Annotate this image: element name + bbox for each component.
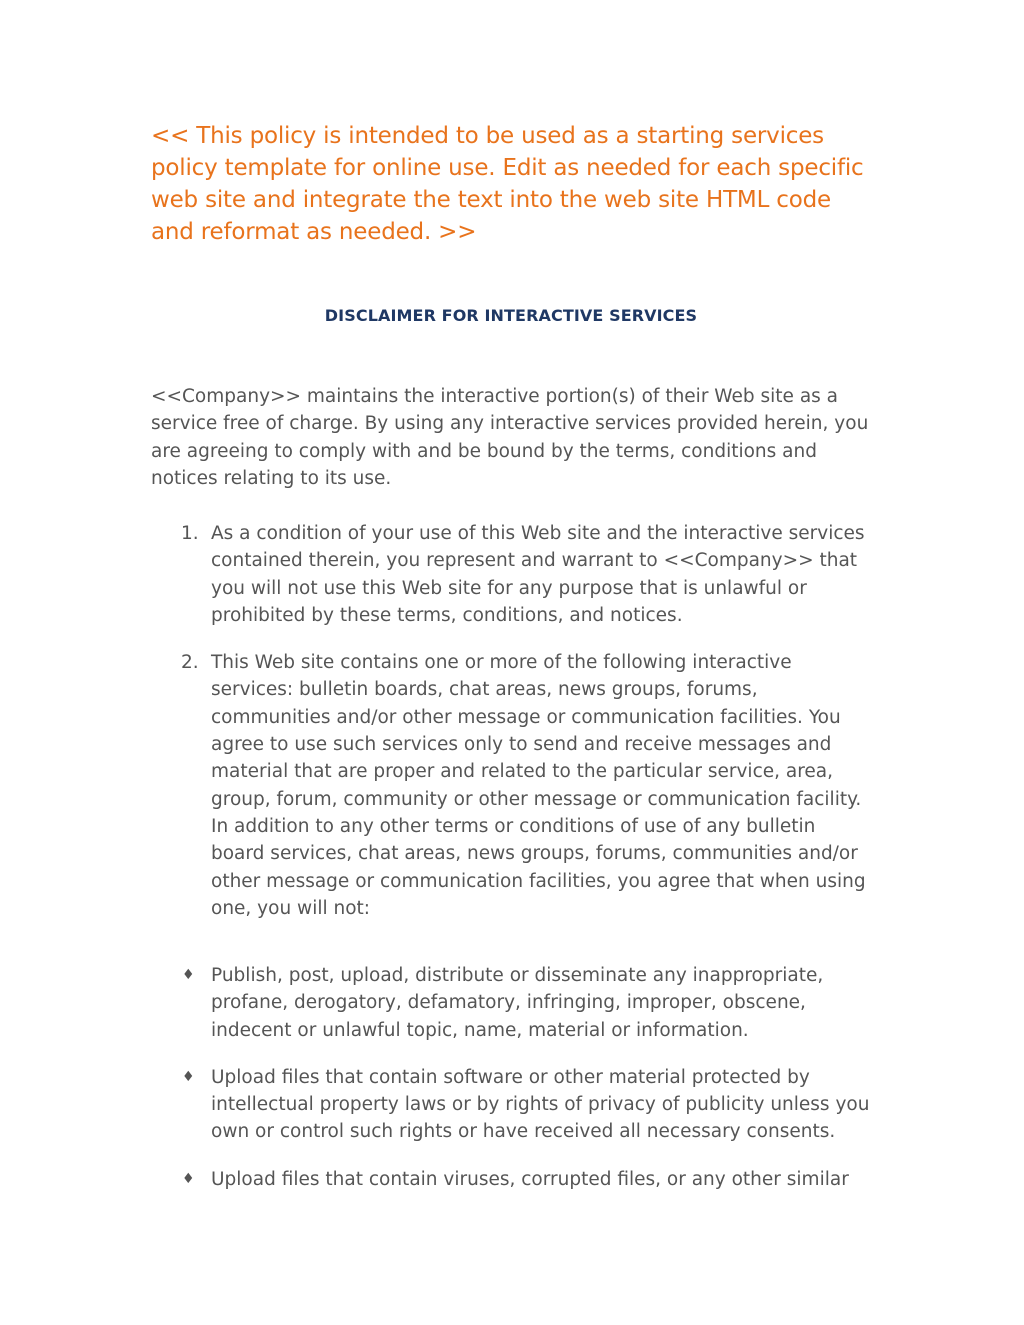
- document-page: [151, 120, 871, 1190]
- diamond-bullet-icon: ♦: [182, 1068, 195, 1085]
- diamond-bullet-icon: ♦: [182, 967, 195, 983]
- bullet-text: Upload files that contain software or other material protected by intellectual property laws or by rights of privacy of publicity unless you own or control such rights or have received all necessary consents.: [211, 1066, 870, 1143]
- intro-paragraph: <<Company>> maintains the interactive portion(s) of their Web site as a service free of charge. By using any interactive services provided herein, you are agreeing to comply with and be bound by the terms, conditions and notices relating to its use.: [151, 386, 869, 489]
- editor-note: << This policy is intended to be used as a starting services policy template for online use. Edit as needed for each specific web site and integrate the text into the web site HTML code and reformat as needed. >>: [151, 123, 864, 245]
- bullet-item: [151, 1166, 871, 1193]
- bullet-list: [151, 962, 871, 1213]
- item-number: 2.: [181, 652, 199, 674]
- item-text: This Web site contains one or more of the following interactive services: bulletin boards, chat areas, news groups, forums, communities and/or other message or communication facilities. You agree to use such services only to send and receive messages and material that are proper and related to the particular service, area, group, forum, community or other message or communication facility. In addition to any other terms or conditions of use of any bulletin board services, chat areas, news groups, forums, communities and/or other message or communication facilities, you agree that when using one, you will not:: [211, 652, 866, 919]
- bullet-item: [151, 962, 871, 1044]
- bullet-text: Upload files that contain viruses, corrupted files, or any other similar: [211, 1168, 849, 1190]
- bullet-item: [151, 1064, 871, 1146]
- diamond-bullet-icon: ♦: [182, 1170, 195, 1187]
- item-text: As a condition of your use of this Web site and the interactive services contained therein, you represent and warrant to <<Company>> that you will not use this Web site for any purpose that is unlawful or prohibited by these terms, conditions, and notices.: [211, 523, 865, 626]
- document-heading: DISCLAIMER FOR INTERACTIVE SERVICES: [324, 306, 698, 325]
- numbered-item: [151, 520, 871, 629]
- numbered-item: [151, 649, 871, 922]
- bullet-text: Publish, post, upload, distribute or disseminate any inappropriate, profane, derogatory, defamatory, infringing, improper, obscene, indecent or unlawful topic, name, material or information.: [211, 965, 824, 1041]
- item-number: 1.: [181, 523, 199, 544]
- numbered-list: [151, 520, 871, 942]
